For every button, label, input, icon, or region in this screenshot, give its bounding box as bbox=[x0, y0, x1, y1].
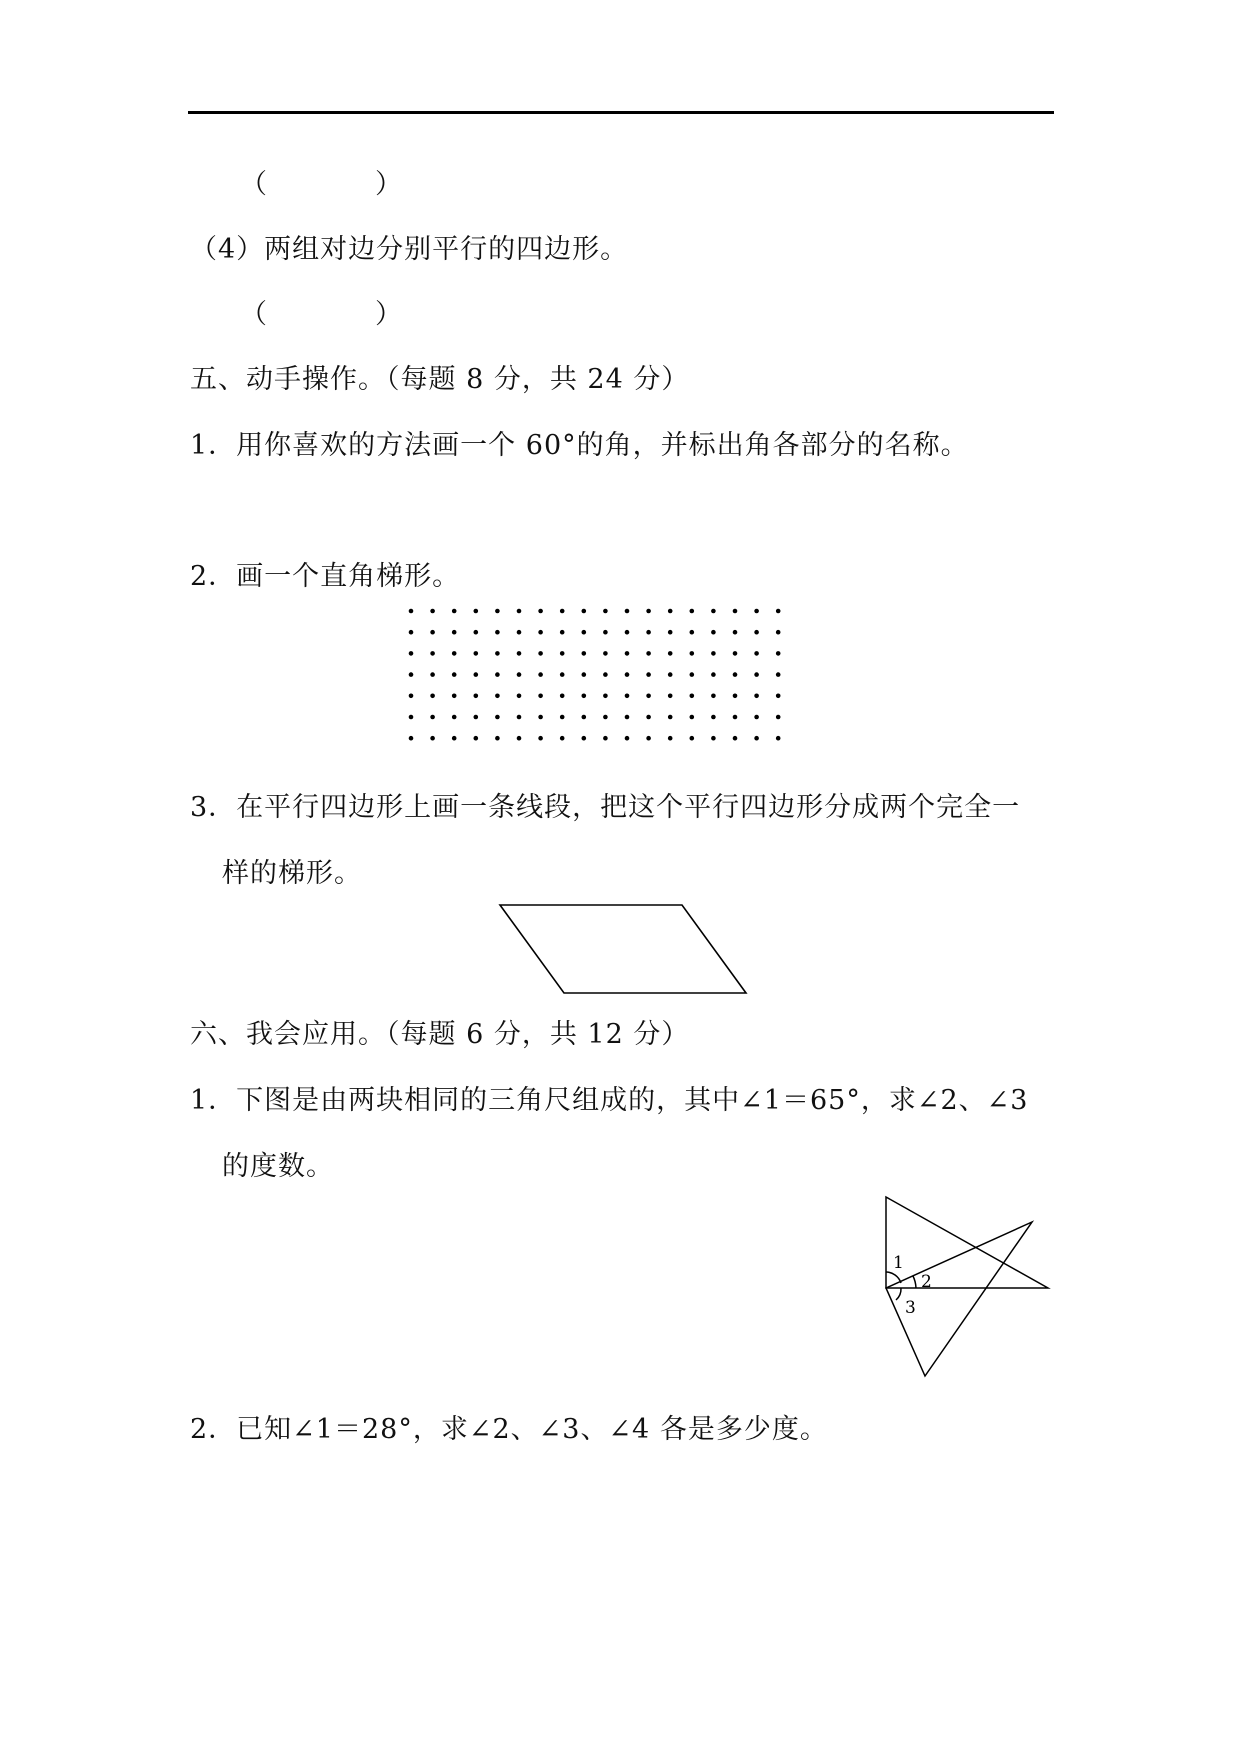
question-item-4: （4）两组对边分别平行的四边形。 bbox=[190, 234, 629, 265]
section-5-question-3-line-1: 3．在平行四边形上画一条线段，把这个平行四边形分成两个完全一 bbox=[190, 792, 1021, 823]
angle-arc-3 bbox=[896, 1288, 901, 1300]
angle-label-1: 1 bbox=[893, 1253, 904, 1273]
section-5-title: 五、动手操作。（每题 8 分，共 24 分） bbox=[190, 364, 690, 395]
angle-label-2: 2 bbox=[921, 1272, 932, 1292]
section-6-question-1-line-1: 1．下图是由两块相同的三角尺组成的，其中∠1＝65°，求∠2、∠3 bbox=[190, 1085, 1029, 1116]
answer-blank-close: ） bbox=[375, 299, 402, 330]
section-5-question-3-line-2: 样的梯形。 bbox=[222, 858, 362, 889]
angle-arc-2 bbox=[913, 1276, 916, 1288]
section-5-question-1: 1．用你喜欢的方法画一个 60°的角，并标出角各部分的名称。 bbox=[190, 430, 969, 461]
section-5-question-2: 2．画一个直角梯形。 bbox=[190, 561, 461, 592]
answer-blank-close: ） bbox=[375, 169, 402, 200]
section-6-title: 六、我会应用。（每题 6 分，共 12 分） bbox=[190, 1019, 690, 1050]
answer-blank-open: （ bbox=[240, 169, 267, 200]
triangle-ruler-1 bbox=[886, 1197, 1048, 1288]
answer-blank-open: （ bbox=[240, 299, 267, 330]
section-6-question-1-line-2: 的度数。 bbox=[222, 1151, 334, 1182]
angle-arc-1 bbox=[886, 1272, 901, 1283]
angle-label-3: 3 bbox=[905, 1298, 916, 1318]
section-6-question-2: 2．已知∠1＝28°，求∠2、∠3、∠4 各是多少度。 bbox=[190, 1414, 828, 1445]
